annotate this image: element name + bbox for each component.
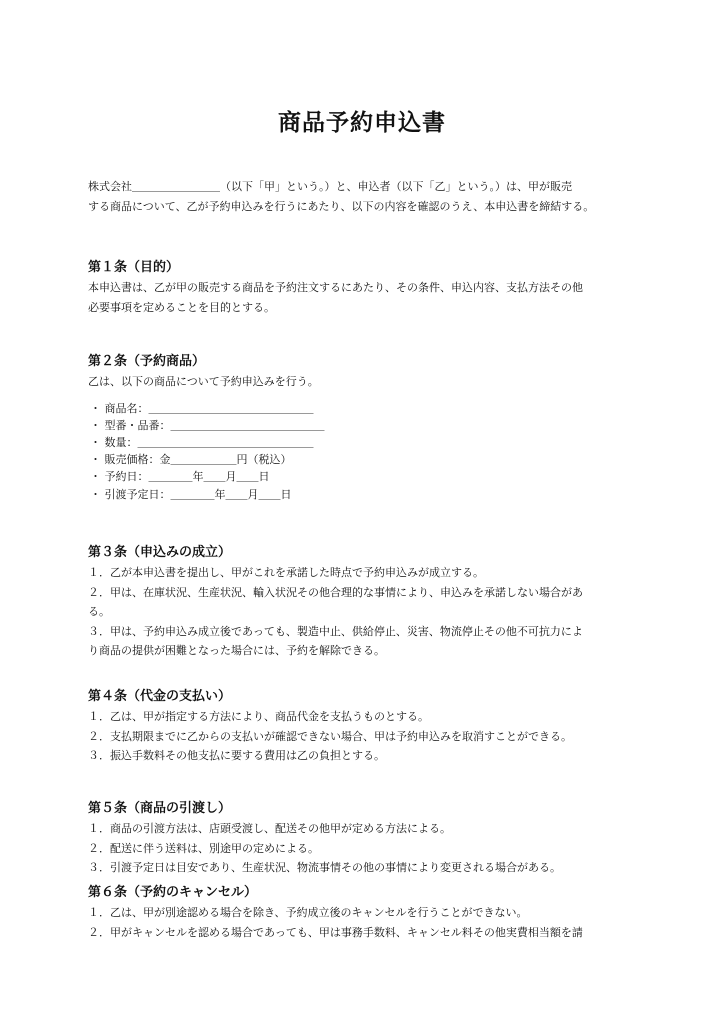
article-heading: 第２条（予約商品） — [88, 354, 206, 369]
price-field: ・ 販売価格：金＿＿＿＿＿＿円（税込） — [90, 453, 292, 467]
product-field-list — [88, 400, 648, 503]
delivery-date-field: ・ 引渡予定日：＿＿＿＿年＿＿月＿＿日 — [90, 487, 292, 501]
article-1 — [88, 258, 648, 317]
article-line: ２．甲がキャンセルを認める場合であっても、甲は事務手数料、キャンセル料その他実費相当額を請 — [88, 925, 583, 939]
article-3 — [88, 543, 648, 661]
article-line: ３．甲は、予約申込み成立後であっても、製造中止、供給停止、災害、物流停止その他不可抗力によ — [88, 624, 583, 638]
article-6 — [88, 883, 648, 942]
intro-line: する商品について、乙が予約申込みを行うにあたり、以下の内容を確認のうえ、本申込書を締結する。 — [88, 199, 595, 213]
reservation-date-field: ・ 予約日：＿＿＿＿年＿＿月＿＿日 — [90, 470, 270, 484]
article-heading: 第１条（目的） — [88, 260, 180, 275]
article-line: ２．甲は、在庫状況、生産状況、輸入状況その他合理的な事情により、申込みを承諾しない場合があ — [88, 585, 583, 599]
quantity-field: ・ 数量：＿＿＿＿＿＿＿＿＿＿＿＿＿＿＿＿ — [90, 435, 314, 449]
article-heading: 第３条（申込みの成立） — [88, 545, 232, 560]
article-line: 本申込書は、乙が甲の販売する商品を予約注文するにあたり、その条件、申込内容、支払方法その他 — [88, 281, 583, 294]
article-line: １．乙は、甲が別途認める場合を除き、予約成立後のキャンセルを行うことができない。 — [88, 906, 528, 919]
article-line: １．乙は、甲が指定する方法により、商品代金を支払うものとする。 — [88, 710, 429, 723]
intro-line: 株式会社＿＿＿＿＿＿＿＿（以下「甲」という。）と、申込者（以下「乙」という。）は、甲が販売 — [88, 180, 572, 193]
article-line: ２．配送に伴う送料は、別途甲の定めによる。 — [88, 841, 319, 855]
article-heading: 第４条（代金の支払い） — [88, 689, 232, 704]
article-line: ２．支払期限までに乙からの支払いが確認できない場合、甲は予約申込みを取消すことができる。 — [88, 729, 572, 743]
article-5 — [88, 799, 648, 878]
model-number-field: ・ 型番・品番：＿＿＿＿＿＿＿＿＿＿＿＿＿＿ — [90, 418, 325, 432]
article-line: 必要事項を定めることを目的とする。 — [88, 300, 275, 314]
article-line: ３．振込手数料その他支払に要する費用は乙の負担とする。 — [88, 749, 385, 762]
article-line: り商品の提供が困難となった場合には、予約を解除できる。 — [88, 644, 385, 657]
article-heading: 第６条（予約のキャンセル） — [88, 885, 258, 900]
intro-paragraph — [88, 177, 648, 216]
document-title: 商品予約申込書 — [278, 110, 446, 136]
article-4 — [88, 687, 648, 766]
product-name-field: ・ 商品名：＿＿＿＿＿＿＿＿＿＿＿＿＿＿＿ — [90, 401, 314, 415]
article-line: 乙は、以下の商品について予約申込みを行う。 — [88, 375, 319, 388]
article-line: １．商品の引渡方法は、店頭受渡し、配送その他甲が定める方法による。 — [88, 822, 451, 835]
article-line: １．乙が本申込書を提出し、甲がこれを承諾した時点で予約申込みが成立する。 — [88, 566, 484, 579]
article-line: ３．引渡予定日は目安であり、生産状況、物流事情その他の事情により変更される場合がある。 — [88, 861, 561, 874]
article-2 — [88, 352, 648, 503]
article-heading: 第５条（商品の引渡し） — [88, 801, 232, 816]
article-line: る。 — [88, 605, 110, 618]
